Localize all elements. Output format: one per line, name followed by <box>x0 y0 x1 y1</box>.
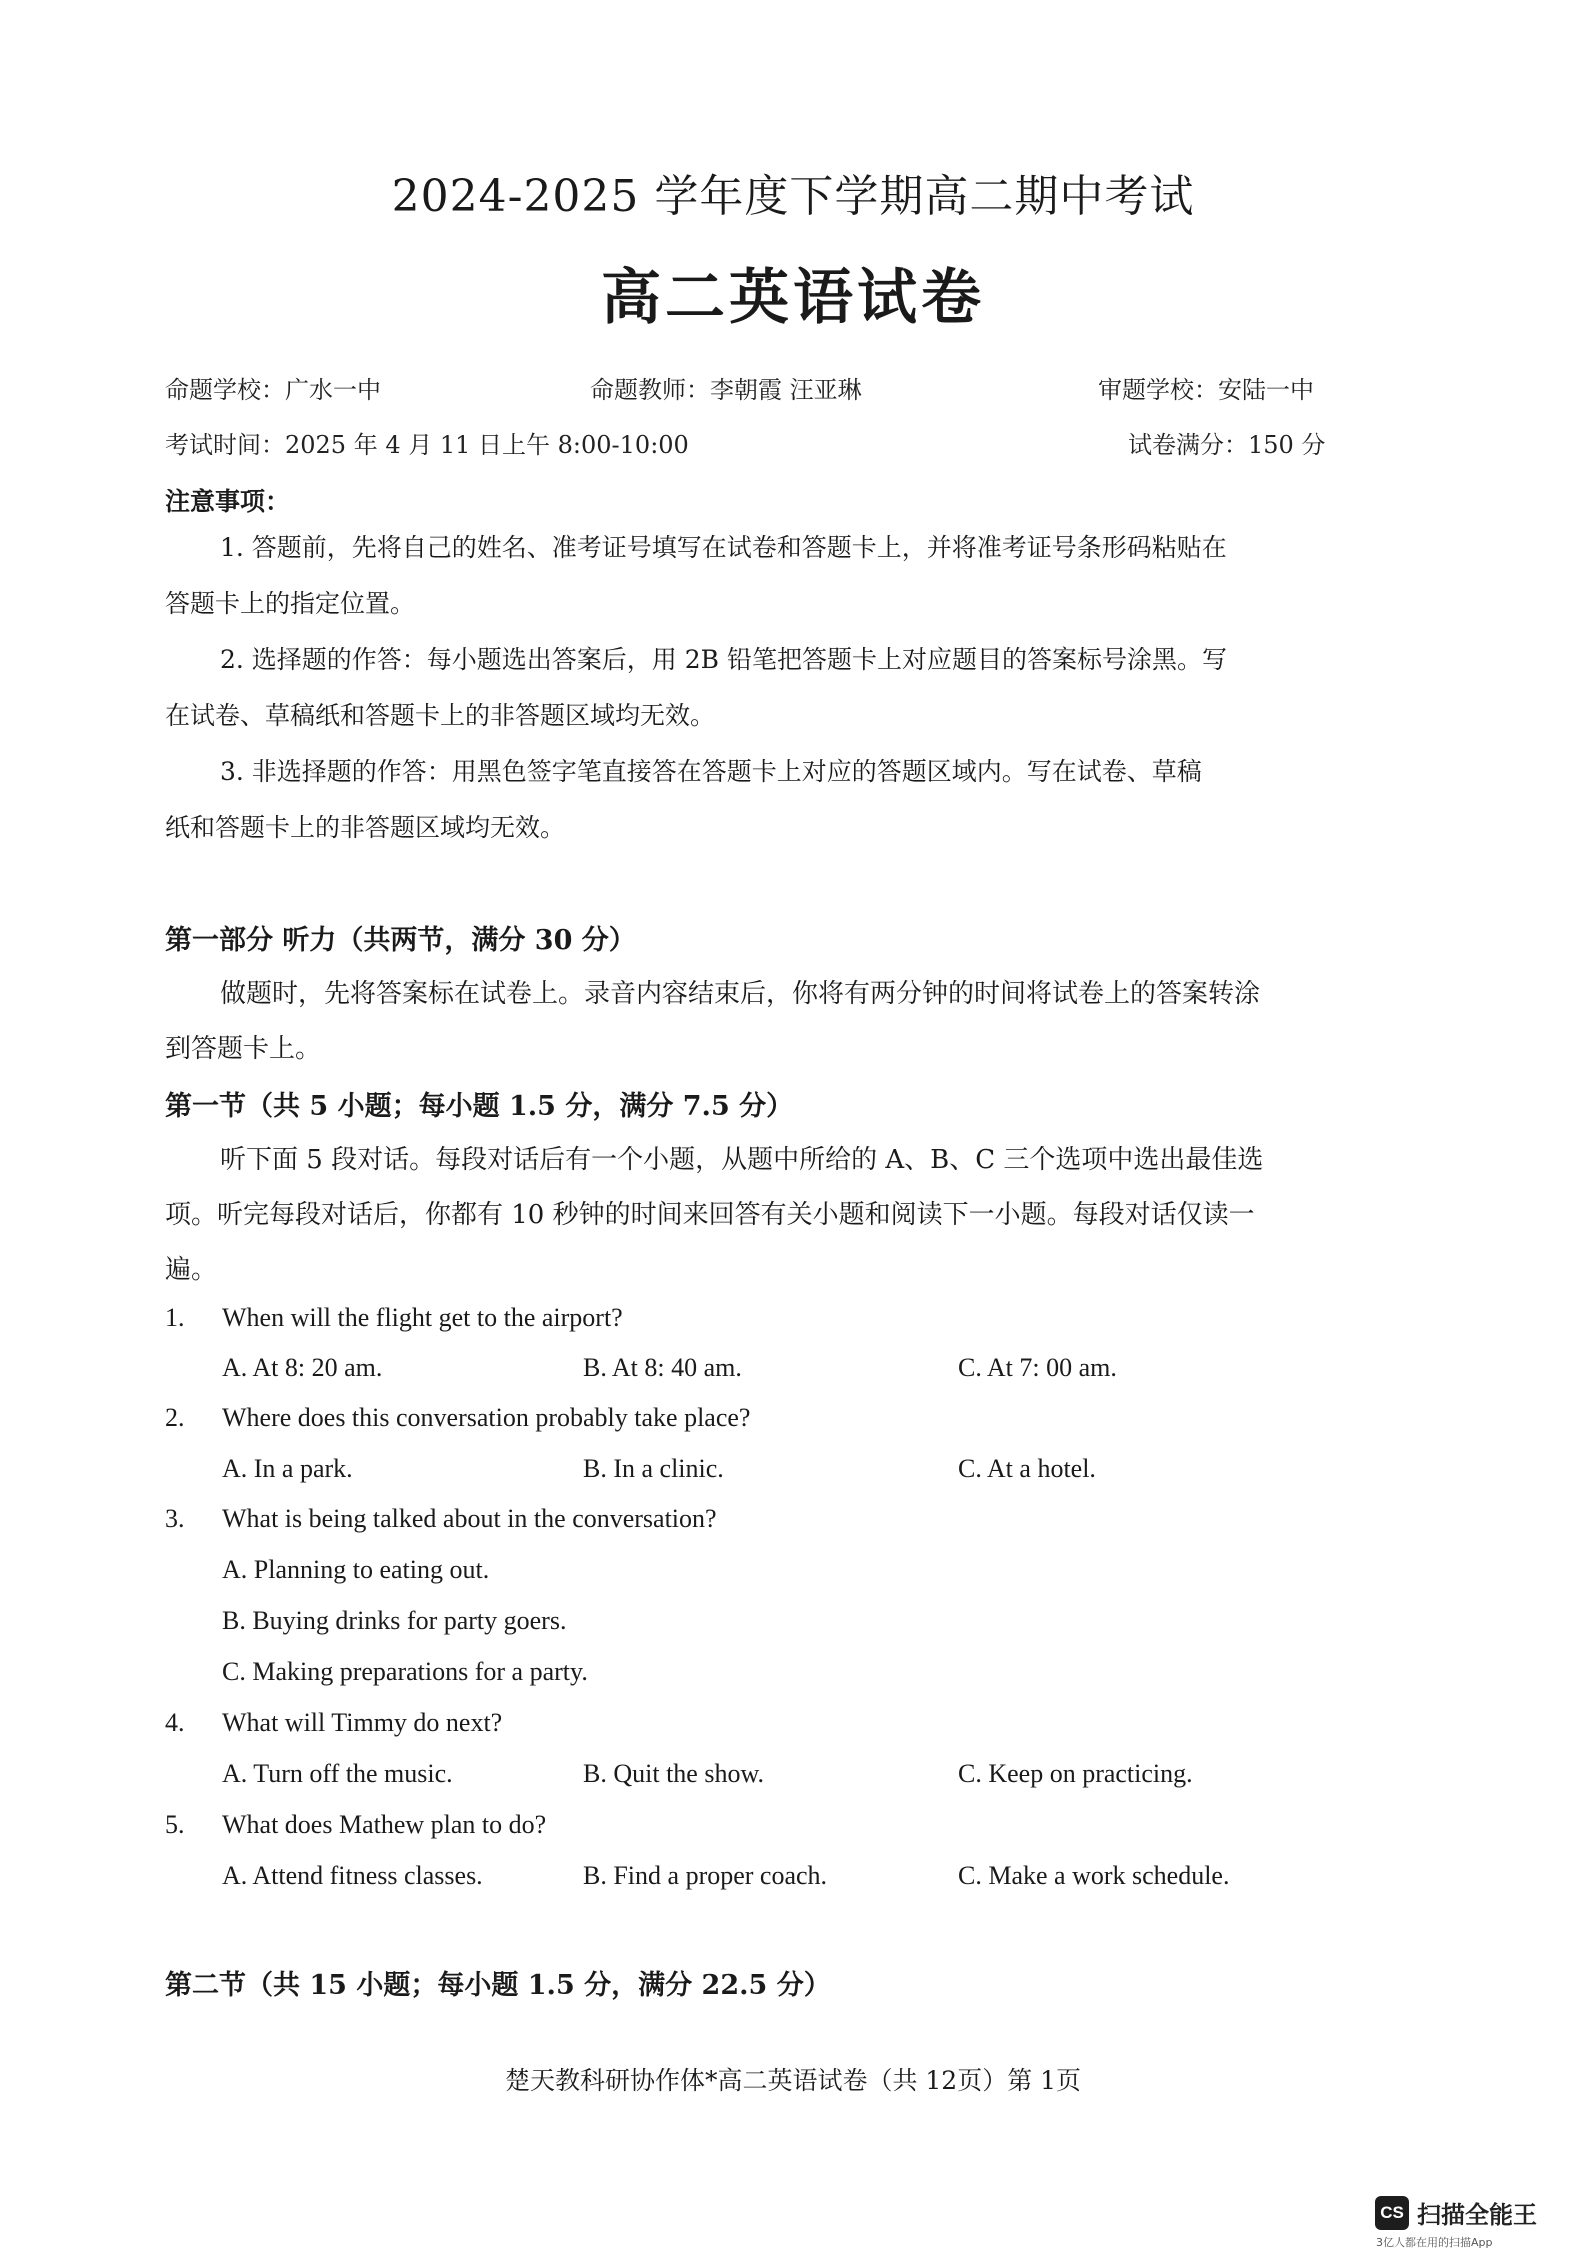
notice-item-2-line1: 2. 选择题的作答：每小题选出答案后，用 2B 铅笔把答题卡上对应题目的答案标号涂黑。写 <box>220 645 1227 674</box>
option-c: C. Make a work schedule. <box>958 1861 1230 1890</box>
option-b: B. Find a proper coach. <box>583 1861 828 1890</box>
option-c: C. Keep on practicing. <box>958 1759 1193 1788</box>
option-c: C. At 7: 00 am. <box>958 1353 1117 1382</box>
scanner-tagline: 3亿人都在用的扫描App <box>1376 2236 1493 2249</box>
notice-item-3-line2: 纸和答题卡上的非答题区域均无效。 <box>165 813 566 842</box>
section1-heading: 第一节（共 5 小题；每小题 1.5 分，满分 7.5 分） <box>165 1091 794 1122</box>
subject-title: 高二英语试卷 <box>601 263 985 333</box>
question-number: 5. <box>165 1810 185 1839</box>
exam-title: 2024-2025 学年度下学期高二期中考试 <box>391 171 1195 222</box>
section2-heading: 第二节（共 15 小题；每小题 1.5 分，满分 22.5 分） <box>165 1970 831 2001</box>
option-c: C. Making preparations for a party. <box>222 1657 588 1686</box>
option-a: A. In a park. <box>222 1454 353 1483</box>
scanner-watermark <box>1375 2195 1537 2230</box>
notice-item-2-line2: 在试卷、草稿纸和答题卡上的非答题区域均无效。 <box>165 701 716 730</box>
option-c: C. At a hotel. <box>958 1454 1096 1483</box>
option-a: A. Turn off the music. <box>222 1759 453 1788</box>
setter-school: 命题学校：广水一中 <box>165 376 381 404</box>
option-a: A. Attend fitness classes. <box>222 1861 483 1890</box>
setter-teachers: 命题教师：李朝霞 汪亚琳 <box>590 376 862 404</box>
full-score: 试卷满分：150 分 <box>1128 431 1326 459</box>
section1-instructions-line1: 听下面 5 段对话。每段对话后有一个小题，从题中所给的 A、B、C 三个选项中选出最佳选 <box>220 1145 1264 1175</box>
question-text: When will the flight get to the airport? <box>222 1303 623 1332</box>
question-number: 4. <box>165 1708 185 1737</box>
notice-title: 注意事项： <box>165 487 291 516</box>
option-b: B. At 8: 40 am. <box>583 1353 742 1382</box>
page-footer: 楚天教科研协作体*高二英语试卷（共 12页）第 1页 <box>504 2066 1082 2095</box>
question-text: Where does this conversation probably take place? <box>222 1403 751 1432</box>
section1-instructions-line3: 遍。 <box>165 1255 218 1285</box>
part1-intro-line1: 做题时，先将答案标在试卷上。录音内容结束后，你将有两分钟的时间将试卷上的答案转涂 <box>220 979 1261 1009</box>
question-number: 3. <box>165 1504 185 1533</box>
notice-item-3-line1: 3. 非选择题的作答：用黑色签字笔直接答在答题卡上对应的答题区域内。写在试卷、草稿 <box>220 757 1202 786</box>
option-b: B. In a clinic. <box>583 1454 724 1483</box>
part1-heading: 第一部分 听力（共两节，满分 30 分） <box>165 925 636 956</box>
question-number: 1. <box>165 1303 185 1332</box>
option-b: B. Quit the show. <box>583 1759 765 1788</box>
part1-intro-line2: 到答题卡上。 <box>165 1034 322 1064</box>
question-text: What does Mathew plan to do? <box>222 1810 547 1839</box>
review-school: 审题学校：安陆一中 <box>1098 376 1314 404</box>
notice-item-1-line2: 答题卡上的指定位置。 <box>165 589 416 618</box>
exam-time: 考试时间：2025 年 4 月 11 日上午 8:00-10:00 <box>165 431 689 459</box>
question-text: What will Timmy do next? <box>222 1708 503 1737</box>
camscanner-logo-icon: CS <box>1375 2196 1409 2230</box>
notice-item-1-line1: 1. 答题前，先将自己的姓名、准考证号填写在试卷和答题卡上，并将准考证号条形码粘贴在 <box>220 533 1227 562</box>
section1-instructions-line2: 项。听完每段对话后，你都有 10 秒钟的时间来回答有关小题和阅读下一小题。每段对话仅读一 <box>165 1200 1255 1230</box>
option-b: B. Buying drinks for party goers. <box>222 1606 567 1635</box>
question-number: 2. <box>165 1403 185 1432</box>
question-text: What is being talked about in the conversation? <box>222 1504 717 1533</box>
option-a: A. Planning to eating out. <box>222 1555 490 1584</box>
scanner-app-name: 扫描全能王 <box>1417 2201 1537 2229</box>
option-a: A. At 8: 20 am. <box>222 1353 383 1382</box>
